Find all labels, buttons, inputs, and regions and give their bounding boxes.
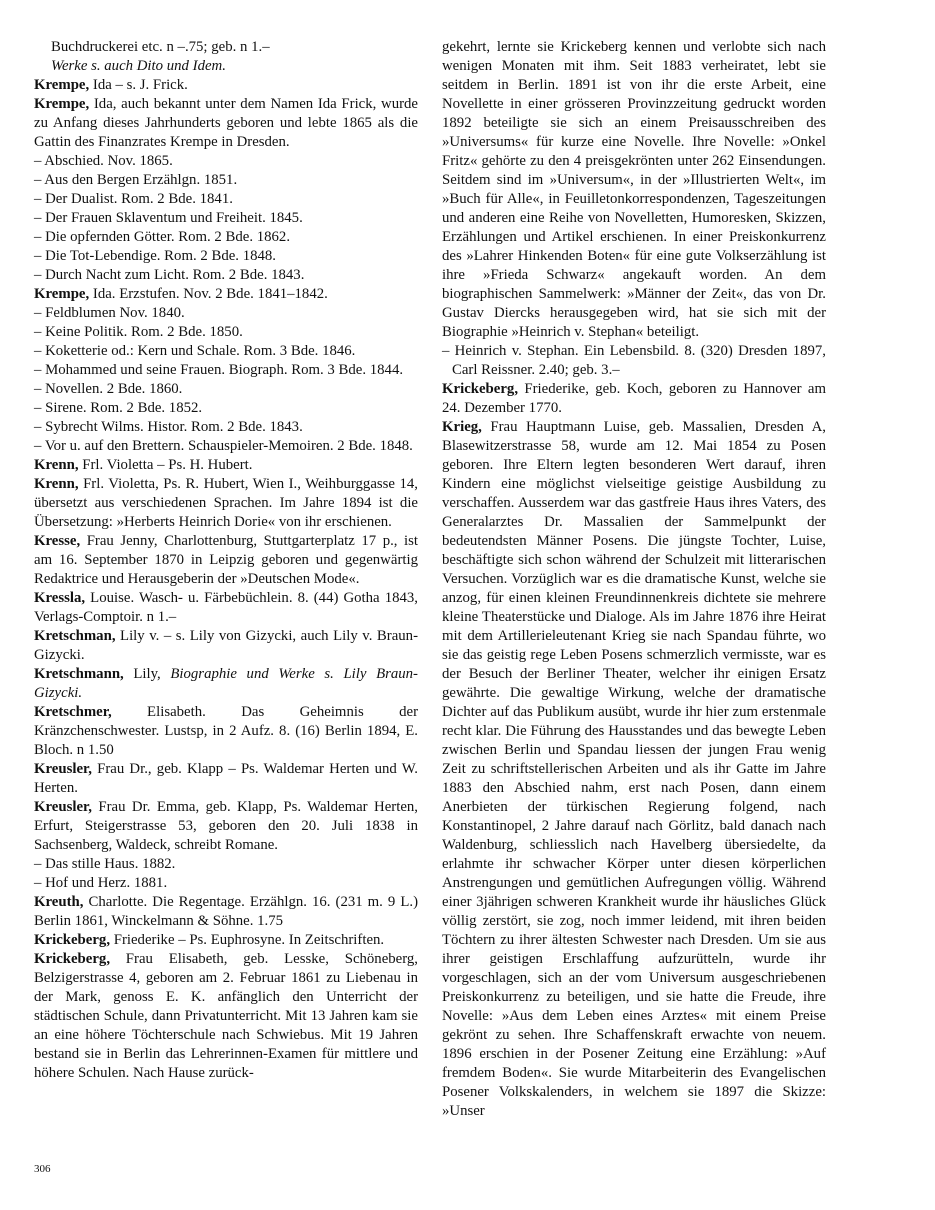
entry-text: Charlotte. Die Regentage. Erzählgn. 16. (231 m. 9 L.) Berlin 1861, Winckelmann & Söhne. 1.75 xyxy=(34,894,418,929)
entry-italic-text: Biographie und Werke s. Lily Braun-Gizycki. xyxy=(34,666,418,701)
dictionary-entry xyxy=(34,95,418,152)
entry-text: Frau Hauptmann Luise, geb. Massalien, Dresden A, Blasewitzerstrasse 58, wurde am 12. Mai 1854 zu Posen geboren. Ihre Eltern legten besonderen Wert darauf, ihren Kindern eine möglichst vielseitige geistige Ausbildung zu verschaffen. Ausserdem war das gastfreie Haus ihres Vaters, des Generalarztes Dr. Massalien der Sammelpunkt der bedeutendsten Männer Posens. Die jüngste Tochter, Luise, beschäftigte sich schon während der Schulzeit mit litterarischen Versuchen. Vorzüglich war es die dramatische Kunst, welche sie anzog, für einen kleinen Freundinnenkreis dichtete sie mehrere kleine Theaterstücke und Dialoge. Als im Jahre 1876 ihre Heirat mit dem Artillerieleutenant Krieg sie nach Spandau führte, wo sie das geistig rege Leben Posens schmerzlich vermisste, war es der Besuch der Berliner Theater, welcher ihr einigen Ersatz gewährte. Die gewaltige Wirkung, welche der dramatische Dichter auf das Publikum ausübt, wurde ihr hier zum erstenmale recht klar. Die Führung des Hausstandes und das bewegte Leben zwischen Berlin und Spandau liessen der jungen Frau wenig Zeit zu schriftstellerischen Arbeiten und als ihr Gatte im Jahre 1883 den Abschied nahm, erst nach Posen, dann einem Anerbieten der türkischen Regierung folgend, nach Konstantinopel, 2 Jahre darauf nach Görlitz, bald danach nach Waldenburg, schliesslich nach Havelberg übersiedelte, da erlahmte ihr schwacher Körper unter diesen körperlichen Anstrengungen und gemütlichen Aufregungen völlig. Während einer 3jährigen schweren Krankheit wurde ihr häusliches Glück völlig zerstört, sie zog, noch immer leidend, mit ihren beiden Töchtern zu ihrer ältesten Schwester nach Dresden. Um sie aus ihrer geistigen Erschlaffung aufzurütteln, wurde ihr vorgeschlagen, sich an der vom Universum ausgeschriebenen Preiskonkurrenz zu beteiligen, und sie hatte die Freude, ihre Novelle: »Aus dem Leben eines Arztes« mit einem Preise gekrönt zu sehen. Ihre Schaffenskraft erwachte von neuem. 1896 erschien in der Posener Zeitung eine Erzählung: »Auf fremdem Boden«. Sie wurde Mitarbeiterin des Evangelischen Posener Volkskalenders, in welchem sie 1897 die Skizze: »Unser xyxy=(442,419,826,1119)
entry-continuation: gekehrt, lernte sie Krickeberg kennen und verlobte sich nach wenigen Monaten mit ihm. Seit 1883 verheiratet, lebt sie seitdem in Berlin. 1891 ist von ihr die erste Arbeit, eine Novellette in einer grösseren Provinzzeitung gedruckt worden 1892 beteiligte sie sich an einem Preisausschreiben des »Universums« für kurze eine Novelle. Ihre Novelle: »Onkel Fritz« gehörte zu den 4 preisgekrönten unter 262 Einsendungen. Seitdem sind im »Universum«, in der »Illustrierten Welt«, im »Buch für Alle«, in Feuilletonkorrespondenzen, Tageszeitungen und anderen eine Reihe von Novelletten, Humoresken, Skizzen, Erzählungen und Artikel erschienen. In einer Preiskonkurrenz des »Lahrer Hinkenden Boten« für eine gute Volkserzählung ist ihre »Frieda Schwarz« angekauft worden. An dem biographischen Sammelwerk: »Männer der Zeit«, das von Dr. Gustav Diercks herausgegeben wird, hat sie sich mit der Biographie »Heinrich v. Stephan« beteiligt. xyxy=(442,39,826,340)
entry-text: Ida. Erzstufen. Nov. 2 Bde. 1841–1842. xyxy=(89,286,328,302)
work-item: – Sirene. Rom. 2 Bde. 1852. xyxy=(34,400,203,416)
dictionary-entry xyxy=(34,475,418,532)
work-item: – Koketterie od.: Kern und Schale. Rom. 3 Bde. 1846. xyxy=(34,343,356,359)
dictionary-entry xyxy=(34,589,418,627)
entry-text: Frl. Violetta – Ps. H. Hubert. xyxy=(78,457,253,473)
entry-text: Lily v. – s. Lily von Gizycki, auch Lily v. Braun-Gizycki. xyxy=(34,628,418,663)
work-item: – Die opfernden Götter. Rom. 2 Bde. 1862. xyxy=(34,229,291,245)
entry-text: Frau Dr. Emma, geb. Klapp, Ps. Waldemar Herten, Erfurt, Steigerstrasse 53, geboren den 20. Juli 1838 in Sachsenberg, Waldeck, schreibt Romane. xyxy=(34,799,418,853)
dictionary-entry xyxy=(34,627,418,665)
dictionary-entry xyxy=(34,798,418,855)
work-item: – Durch Nacht zum Licht. Rom. 2 Bde. 1843. xyxy=(34,267,305,283)
entry-headword: Krempe, xyxy=(34,286,90,302)
entry-headword: Kretschmann, xyxy=(34,666,124,682)
entry-headword: Krenn, xyxy=(34,457,79,473)
work-item: – Das stille Haus. 1882. xyxy=(34,856,176,872)
dictionary-entry xyxy=(34,703,418,760)
entry-headword: Krieg, xyxy=(442,419,482,435)
work-item: – Feldblumen Nov. 1840. xyxy=(34,305,185,321)
dictionary-entry xyxy=(34,456,418,475)
dictionary-entry xyxy=(34,532,418,589)
work-item: – Sybrecht Wilms. Histor. Rom. 2 Bde. 1843. xyxy=(34,419,303,435)
dictionary-entry xyxy=(34,931,418,950)
entry-headword: Krenn, xyxy=(34,476,79,492)
entry-text: Frau Jenny, Charlottenburg, Stuttgarterplatz 17 p., ist am 16. September 1870 in Leipzig geboren und gegenwärtig Redaktrice und Herausgeberin der »Deutschen Mode«. xyxy=(34,533,418,587)
work-item: – Novellen. 2 Bde. 1860. xyxy=(34,381,183,397)
dictionary-entry xyxy=(442,418,826,1121)
entry-text: Ida – s. J. Frick. xyxy=(89,77,188,93)
work-item: – Hof und Herz. 1881. xyxy=(34,875,168,891)
entry-text: Frl. Violetta, Ps. R. Hubert, Wien I., Weihburggasse 14, übersetzt aus verschiedenen Sprachen. Im Jahre 1894 ist die Übersetzung: »Herberts Heinrich Dorie« von ihr erschienen. xyxy=(34,476,418,530)
entry-headword: Krempe, xyxy=(34,77,90,93)
entry-headword: Krempe, xyxy=(34,96,90,112)
entry-headword: Kretschmer, xyxy=(34,704,112,720)
entry-headword: Krickeberg, xyxy=(442,381,519,397)
work-item: – Mohammed und seine Frauen. Biograph. Rom. 3 Bde. 1844. xyxy=(34,362,404,378)
work-item: – Der Dualist. Rom. 2 Bde. 1841. xyxy=(34,191,233,207)
work-item: – Heinrich v. Stephan. Ein Lebensbild. 8. (320) Dresden 1897, Carl Reissner. 2.40; geb. 3.– xyxy=(442,343,826,378)
work-item: – Abschied. Nov. 1865. xyxy=(34,153,173,169)
entry-text: Friederike – Ps. Euphrosyne. In Zeitschriften. xyxy=(110,932,385,948)
entry-text: Louise. Wasch- u. Färbebüchlein. 8. (44) Gotha 1843, Verlags-Comptoir. n 1.– xyxy=(34,590,418,625)
entry-continuation: Werke s. auch Dito und Idem. xyxy=(51,58,226,74)
entry-headword: Kreuth, xyxy=(34,894,84,910)
work-item: – Aus den Bergen Erzählgn. 1851. xyxy=(34,172,238,188)
entry-text: Elisabeth. Das Geheimnis der Kränzchenschwester. Lustsp, in 2 Aufz. 8. (16) Berlin 1894, E. Bloch. n 1.50 xyxy=(34,704,418,758)
dictionary-entry xyxy=(34,76,418,95)
right-column xyxy=(442,38,826,1121)
work-item: – Vor u. auf den Brettern. Schauspieler-Memoiren. 2 Bde. 1848. xyxy=(34,438,413,454)
entry-text: Frau Dr., geb. Klapp – Ps. Waldemar Herten und W. Herten. xyxy=(34,761,418,796)
entry-text: Friederike, geb. Koch, geboren zu Hannover am 24. Dezember 1770. xyxy=(442,381,826,416)
entry-headword: Kresse, xyxy=(34,533,81,549)
dictionary-entry xyxy=(34,950,418,1083)
entry-headword: Kreusler, xyxy=(34,761,92,777)
left-column xyxy=(34,38,418,1083)
entry-continuation: Buchdruckerei etc. n –.75; geb. n 1.– xyxy=(51,39,270,55)
entry-text: Ida, auch bekannt unter dem Namen Ida Frick, wurde zu Anfang dieses Jahrhunderts geboren und lebte 1865 als die Gattin des Finanzrates Krempe in Dresden. xyxy=(34,96,418,150)
entry-headword: Kretschman, xyxy=(34,628,116,644)
entry-headword: Krickeberg, xyxy=(34,932,111,948)
dictionary-entry xyxy=(34,893,418,931)
work-item: – Die Tot-Lebendige. Rom. 2 Bde. 1848. xyxy=(34,248,276,264)
work-item: – Der Frauen Sklaventum und Freiheit. 1845. xyxy=(34,210,303,226)
entry-text: Lily, xyxy=(123,666,171,682)
entry-headword: Krickeberg, xyxy=(34,951,111,967)
dictionary-entry xyxy=(34,760,418,798)
dictionary-entry xyxy=(442,380,826,418)
dictionary-entry xyxy=(34,665,418,703)
entry-headword: Kressla, xyxy=(34,590,86,606)
work-item: – Keine Politik. Rom. 2 Bde. 1850. xyxy=(34,324,243,340)
dictionary-entry xyxy=(34,285,418,304)
entry-text: Frau Elisabeth, geb. Lesske, Schöneberg, Belzigerstrasse 4, geboren am 2. Februar 1861 zu Liebenau in der Mark, genoss E. K. anfänglich den Unterricht der städtischen Schule, dann Privatunterricht. Mit 13 Jahren kam sie an eine höhere Töchterschule nach Schwiebus. Mit 19 Jahren bestand sie in Berlin das Lehrerinnen-Examen für mittlere und höhere Schulen. Nach Hause zurück- xyxy=(34,951,418,1081)
page-number: 306 xyxy=(34,1163,51,1175)
entry-headword: Kreusler, xyxy=(34,799,92,815)
